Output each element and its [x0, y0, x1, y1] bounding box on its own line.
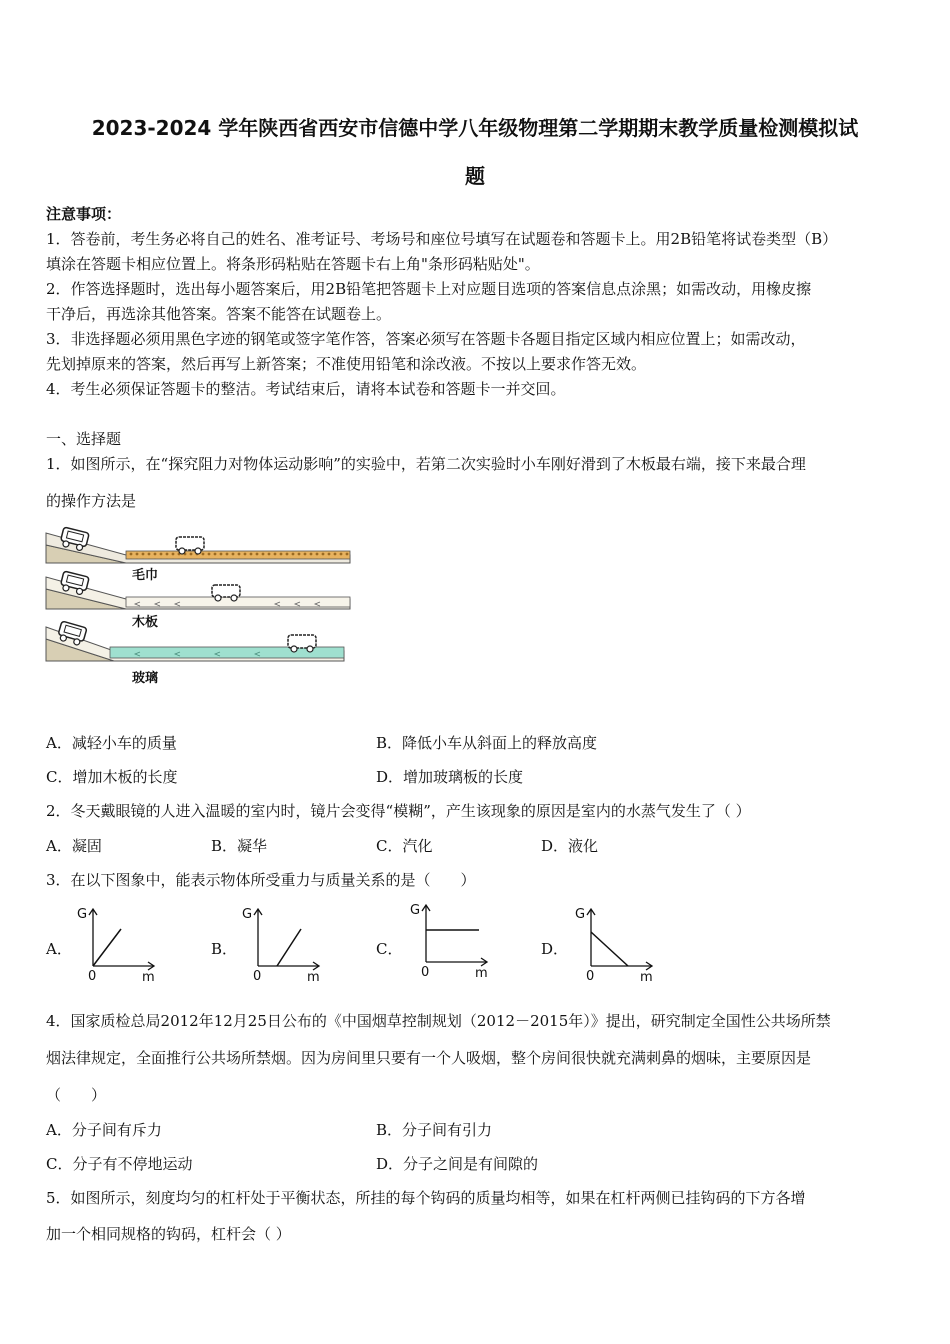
section-heading: 一、选择题	[46, 430, 122, 448]
q2-stem: 2．冬天戴眼镜的人进入温暖的室内时，镜片会变得“模糊”，产生该现象的原因是室内的水蒸气发生了（ ）	[46, 802, 751, 820]
ramp-label-towel: 毛巾	[132, 568, 159, 583]
notice-line: 填涂在答题卡相应位置上。将条形码粘贴在答题卡右上角"条形码粘贴处"。	[46, 255, 540, 273]
q4-option-d[interactable]: D．分子之间是有间隙的	[376, 1155, 539, 1173]
graph-line	[93, 929, 121, 966]
origin-label: 0	[421, 965, 430, 980]
q2-option-d[interactable]: D．液化	[541, 837, 599, 855]
axis-label-m: m	[475, 966, 488, 980]
notice-heading: 注意事项：	[46, 205, 122, 223]
notice-line: 3．非选择题必须用黑色字迹的钢笔或签字笔作答，答案必须写在答题卡各题目指定区域内相应位置上；如需改动，	[46, 330, 806, 348]
q3-graph-d[interactable]	[574, 902, 664, 984]
q1-stem-line1: 1．如图所示，在“探究阻力对物体运动影响”的实验中，若第二次实验时小车刚好滑到了木板最右端，接下来最合理	[46, 455, 806, 473]
graph-line	[277, 929, 301, 966]
q4-stem-line1: 4．国家质检总局2012年12月25日公布的《中国烟草控制规划（2012－2015年）》提出，研究制定全国性公共场所禁	[46, 1012, 831, 1030]
notice-line: 干净后，再选涂其他答案。答案不能答在试题卷上。	[46, 305, 392, 323]
ramp-label-wood: 木板	[132, 615, 159, 630]
ramp-label-glass: 玻璃	[132, 671, 159, 686]
q4-stem-line2: 烟法律规定，全面推行公共场所禁烟。因为房间里只要有一个人吸烟，整个房间很快就充满刺鼻的烟味，主要原因是	[46, 1049, 812, 1067]
q4-stem-line3: （ ）	[46, 1086, 107, 1104]
q1-ramp-figure	[44, 515, 364, 695]
axis-label-m: m	[307, 970, 320, 984]
q4-option-a[interactable]: A．分子间有斥力	[46, 1121, 162, 1139]
q4-option-b[interactable]: B．分子间有引力	[376, 1121, 493, 1139]
q3-graph-a[interactable]	[76, 902, 166, 984]
q2-option-a[interactable]: A．凝固	[46, 837, 102, 855]
notice-line: 先划掉原来的答案，然后再写上新答案；不准使用铅笔和涂改液。不按以上要求作答无效。	[46, 355, 647, 373]
notice-line: 4．考生必须保证答题卡的整洁。考试结束后，请将本试卷和答题卡一并交回。	[46, 380, 566, 398]
q1-option-c[interactable]: C．增加木板的长度	[46, 768, 178, 786]
ramp-towel	[46, 527, 350, 583]
notice-line: 1．答卷前，考生务必将自己的姓名、准考证号、考场号和座位号填写在试题卷和答题卡上。用2B铅笔将试卷类型（B）	[46, 230, 838, 248]
q3-option-a-label[interactable]: A．	[46, 940, 72, 958]
q1-option-a[interactable]: A．减轻小车的质量	[46, 734, 177, 752]
axis-label-m: m	[142, 970, 155, 984]
q2-option-b[interactable]: B．凝华	[211, 837, 268, 855]
q3-option-c-label[interactable]: C．	[376, 940, 403, 958]
q1-stem-line2: 的操作方法是	[46, 492, 137, 510]
q4-option-c[interactable]: C．分子有不停地运动	[46, 1155, 193, 1173]
axis-label-g: G	[242, 907, 253, 922]
q2-option-c[interactable]: C．汽化	[376, 837, 433, 855]
origin-label: 0	[253, 969, 262, 984]
axis-label-g: G	[575, 907, 586, 922]
q3-option-d-label[interactable]: D．	[541, 940, 569, 958]
exam-title-line2: 题	[465, 164, 485, 188]
axis-label-g: G	[410, 903, 421, 918]
q3-graph-c[interactable]	[409, 898, 499, 980]
exam-title-line1: 2023-2024 学年陕西省西安市信德中学八年级物理第二学期期末教学质量检测模拟试	[91, 116, 859, 140]
notice-line: 2．作答选择题时，选出每小题答案后，用2B铅笔把答题卡上对应题目选项的答案信息点涂黑；如需改动，用橡皮擦	[46, 280, 812, 298]
ramp-wood	[46, 571, 350, 630]
q3-option-b-label[interactable]: B．	[211, 940, 238, 958]
q5-stem-line1: 5．如图所示，刻度均匀的杠杆处于平衡状态，所挂的每个钩码的质量均相等，如果在杠杆两侧已挂钩码的下方各增	[46, 1189, 806, 1207]
origin-label: 0	[88, 969, 97, 984]
q5-stem-line2: 加一个相同规格的钩码，杠杆会（ ）	[46, 1225, 291, 1243]
q3-stem: 3．在以下图象中，能表示物体所受重力与质量关系的是（ ）	[46, 871, 476, 889]
origin-label: 0	[586, 969, 595, 984]
axis-label-m: m	[640, 970, 653, 984]
q3-graph-b[interactable]	[241, 902, 331, 984]
graph-line	[591, 932, 628, 966]
q1-option-b[interactable]: B．降低小车从斜面上的释放高度	[376, 734, 598, 752]
ramp-glass	[46, 621, 344, 686]
q1-option-d[interactable]: D．增加玻璃板的长度	[376, 768, 524, 786]
axis-label-g: G	[77, 907, 88, 922]
